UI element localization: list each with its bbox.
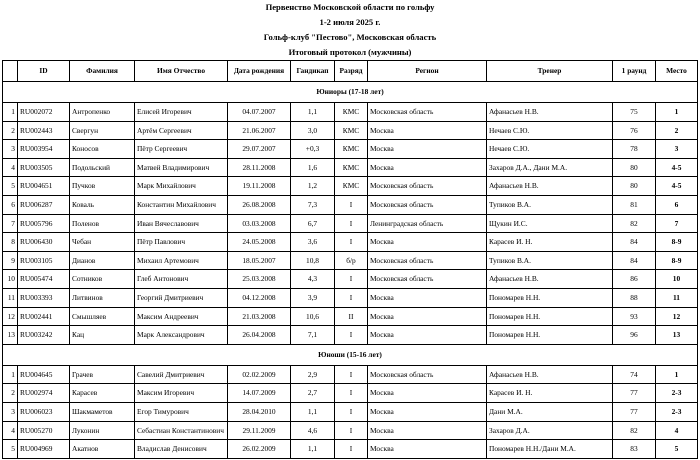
- table-row: [3, 270, 698, 289]
- round1-score: 74: [613, 365, 656, 384]
- coach: Нечаев С.Ю.: [487, 121, 613, 140]
- birth-date: 25.03.2008: [228, 270, 291, 289]
- table-row: [3, 103, 698, 122]
- handicap: 3,6: [291, 233, 335, 252]
- player-name: Матвей Владимирович: [135, 158, 228, 177]
- region: Московская область: [368, 195, 487, 214]
- player-surname: Карасев: [70, 384, 135, 403]
- region: Московская область: [368, 177, 487, 196]
- row-number: 13: [3, 326, 18, 345]
- coach: Афанасьев Н.В.: [487, 103, 613, 122]
- table-row: [3, 421, 698, 440]
- place: 1: [656, 365, 698, 384]
- player-name: Глеб Антонович: [135, 270, 228, 289]
- player-surname: Дианов: [70, 251, 135, 270]
- table-row: [3, 177, 698, 196]
- round1-score: 81: [613, 195, 656, 214]
- section-title: Юниоры (17-18 лет): [3, 82, 698, 103]
- player-id: RU002441: [18, 307, 70, 326]
- document-header: [0, 0, 700, 60]
- col-header-name: Имя Отчество: [135, 61, 228, 82]
- place: 4-5: [656, 158, 698, 177]
- player-surname: Смышляев: [70, 307, 135, 326]
- birth-date: 26.04.2008: [228, 326, 291, 345]
- handicap: 7,1: [291, 326, 335, 345]
- table-row: [3, 214, 698, 233]
- row-number: 1: [3, 365, 18, 384]
- handicap: 1,1: [291, 440, 335, 459]
- round1-score: 88: [613, 288, 656, 307]
- birth-date: 26.08.2008: [228, 195, 291, 214]
- coach: Пономарев Н.Н.: [487, 326, 613, 345]
- region: Москва: [368, 384, 487, 403]
- table-row: [3, 288, 698, 307]
- coach: Щукин И.С.: [487, 214, 613, 233]
- player-surname: Свергун: [70, 121, 135, 140]
- birth-date: 29.07.2007: [228, 140, 291, 159]
- round1-score: 76: [613, 121, 656, 140]
- player-surname: Коносов: [70, 140, 135, 159]
- place: 3: [656, 140, 698, 159]
- handicap: 3,0: [291, 121, 335, 140]
- table-row: [3, 195, 698, 214]
- birth-date: 14.07.2009: [228, 384, 291, 403]
- player-id: RU004969: [18, 440, 70, 459]
- region: Московская область: [368, 365, 487, 384]
- coach: Тупиков В.А.: [487, 195, 613, 214]
- row-number: 3: [3, 140, 18, 159]
- player-surname: Литвинов: [70, 288, 135, 307]
- coach: Нечаев С.Ю.: [487, 140, 613, 159]
- handicap: 10,8: [291, 251, 335, 270]
- section-row: [3, 82, 698, 103]
- place: 13: [656, 326, 698, 345]
- birth-date: 24.05.2008: [228, 233, 291, 252]
- player-id: RU004651: [18, 177, 70, 196]
- row-number: 2: [3, 121, 18, 140]
- player-id: RU006023: [18, 402, 70, 421]
- player-id: RU005270: [18, 421, 70, 440]
- round1-score: 84: [613, 251, 656, 270]
- place: 1: [656, 103, 698, 122]
- player-name: Савелий Дмитриевич: [135, 365, 228, 384]
- table-row: [3, 365, 698, 384]
- place: 4-5: [656, 177, 698, 196]
- region: Московская область: [368, 270, 487, 289]
- player-id: RU002072: [18, 103, 70, 122]
- player-surname: Луконин: [70, 421, 135, 440]
- col-header-place: Место: [656, 61, 698, 82]
- row-number: 10: [3, 270, 18, 289]
- table-row: [3, 233, 698, 252]
- row-number: 4: [3, 421, 18, 440]
- row-number: 11: [3, 288, 18, 307]
- rank: КМС: [335, 177, 368, 196]
- player-name: Константин Михайлович: [135, 195, 228, 214]
- coach: Пономарев Н.Н.: [487, 307, 613, 326]
- row-number: 12: [3, 307, 18, 326]
- competition-title: Первенство Московской области по гольфу: [265, 2, 435, 12]
- col-header-rank: Разряд: [335, 61, 368, 82]
- handicap: 4,6: [291, 421, 335, 440]
- player-surname: Антропенко: [70, 103, 135, 122]
- place: 4: [656, 421, 698, 440]
- player-name: Елисей Игоревич: [135, 103, 228, 122]
- col-header-handicap: Гандикап: [291, 61, 335, 82]
- region: Москва: [368, 326, 487, 345]
- round1-score: 83: [613, 440, 656, 459]
- row-number: 4: [3, 158, 18, 177]
- place: 8-9: [656, 251, 698, 270]
- col-header-surname: Фамилия: [70, 61, 135, 82]
- rank: КМС: [335, 158, 368, 177]
- coach: Афанасьев Н.В.: [487, 365, 613, 384]
- protocol-title: Итоговый протокол (мужчины): [288, 47, 412, 57]
- coach: Карасев И. Н.: [487, 384, 613, 403]
- player-surname: Чебан: [70, 233, 135, 252]
- results-table: [2, 60, 698, 459]
- col-header-coach: Тренер: [487, 61, 613, 82]
- round1-score: 84: [613, 233, 656, 252]
- row-number: 5: [3, 177, 18, 196]
- rank: I: [335, 270, 368, 289]
- table-row: [3, 251, 698, 270]
- region: Москва: [368, 121, 487, 140]
- place: 2: [656, 121, 698, 140]
- place: 2-3: [656, 402, 698, 421]
- round1-score: 86: [613, 270, 656, 289]
- player-surname: Шакмаметов: [70, 402, 135, 421]
- row-number: 8: [3, 233, 18, 252]
- player-id: RU006287: [18, 195, 70, 214]
- table-row: [3, 440, 698, 459]
- row-number: 7: [3, 214, 18, 233]
- round1-score: 78: [613, 140, 656, 159]
- region: Москва: [368, 140, 487, 159]
- player-id: RU005474: [18, 270, 70, 289]
- handicap: 3,9: [291, 288, 335, 307]
- competition-venue: Гольф-клуб "Пестово", Московская область: [263, 32, 437, 42]
- results-body: [3, 82, 698, 459]
- coach: Пономарев Н.Н.: [487, 288, 613, 307]
- player-surname: Грачев: [70, 365, 135, 384]
- player-id: RU003954: [18, 140, 70, 159]
- player-name: Егор Тимурович: [135, 402, 228, 421]
- coach: Афанасьев Н.В.: [487, 270, 613, 289]
- round1-score: 96: [613, 326, 656, 345]
- birth-date: 21.03.2008: [228, 307, 291, 326]
- table-row: [3, 326, 698, 345]
- col-header-number: [3, 61, 18, 82]
- handicap: 10,6: [291, 307, 335, 326]
- birth-date: 02.02.2009: [228, 365, 291, 384]
- rank: I: [335, 384, 368, 403]
- handicap: +0,3: [291, 140, 335, 159]
- place: 5: [656, 440, 698, 459]
- handicap: 1,1: [291, 402, 335, 421]
- table-row: [3, 384, 698, 403]
- region: Московская область: [368, 251, 487, 270]
- coach: Карасев И. Н.: [487, 233, 613, 252]
- player-name: Артём Сергеевич: [135, 121, 228, 140]
- player-id: RU002974: [18, 384, 70, 403]
- place: 6: [656, 195, 698, 214]
- round1-score: 93: [613, 307, 656, 326]
- region: Москва: [368, 402, 487, 421]
- player-id: RU004645: [18, 365, 70, 384]
- birth-date: 26.02.2009: [228, 440, 291, 459]
- col-header-region: Регион: [368, 61, 487, 82]
- rank: КМС: [335, 121, 368, 140]
- region: Москва: [368, 440, 487, 459]
- rank: I: [335, 195, 368, 214]
- player-surname: Пучков: [70, 177, 135, 196]
- player-surname: Коваль: [70, 195, 135, 214]
- col-header-round1: 1 раунд: [613, 61, 656, 82]
- rank: I: [335, 288, 368, 307]
- handicap: 2,9: [291, 365, 335, 384]
- round1-score: 75: [613, 103, 656, 122]
- table-row: [3, 121, 698, 140]
- handicap: 1,1: [291, 103, 335, 122]
- rank: II: [335, 307, 368, 326]
- birth-date: 04.12.2008: [228, 288, 291, 307]
- region: Москва: [368, 288, 487, 307]
- place: 7: [656, 214, 698, 233]
- coach: Тупиков В.А.: [487, 251, 613, 270]
- player-id: RU003105: [18, 251, 70, 270]
- region: Московская область: [368, 103, 487, 122]
- player-name: Себастиан Константинович: [135, 421, 228, 440]
- player-surname: Акатнов: [70, 440, 135, 459]
- round1-score: 82: [613, 214, 656, 233]
- competition-dates: 1-2 июля 2025 г.: [319, 17, 381, 27]
- table-header-row: [3, 61, 698, 82]
- rank: I: [335, 421, 368, 440]
- section-title: Юноши (15-16 лет): [3, 344, 698, 365]
- table-row: [3, 140, 698, 159]
- rank: I: [335, 233, 368, 252]
- region: Москва: [368, 421, 487, 440]
- region: Москва: [368, 307, 487, 326]
- player-id: RU003393: [18, 288, 70, 307]
- rank: I: [335, 214, 368, 233]
- handicap: 6,7: [291, 214, 335, 233]
- player-name: Пётр Павлович: [135, 233, 228, 252]
- player-name: Михаил Артемович: [135, 251, 228, 270]
- round1-score: 77: [613, 402, 656, 421]
- row-number: 9: [3, 251, 18, 270]
- handicap: 4,3: [291, 270, 335, 289]
- coach: Афанасьев Н.В.: [487, 177, 613, 196]
- row-number: 1: [3, 103, 18, 122]
- birth-date: 03.03.2008: [228, 214, 291, 233]
- handicap: 7,3: [291, 195, 335, 214]
- round1-score: 82: [613, 421, 656, 440]
- rank: I: [335, 365, 368, 384]
- row-number: 5: [3, 440, 18, 459]
- col-header-id: ID: [18, 61, 70, 82]
- player-surname: Кац: [70, 326, 135, 345]
- player-name: Марк Михайлович: [135, 177, 228, 196]
- birth-date: 28.11.2008: [228, 158, 291, 177]
- rank: КМС: [335, 140, 368, 159]
- table-row: [3, 158, 698, 177]
- handicap: 2,7: [291, 384, 335, 403]
- region: Ленинградская область: [368, 214, 487, 233]
- place: 11: [656, 288, 698, 307]
- handicap: 1,6: [291, 158, 335, 177]
- player-id: RU006430: [18, 233, 70, 252]
- player-name: Марк Александрович: [135, 326, 228, 345]
- section-row: [3, 344, 698, 365]
- player-name: Владислав Денисович: [135, 440, 228, 459]
- player-name: Иван Вячеславович: [135, 214, 228, 233]
- row-number: 3: [3, 402, 18, 421]
- coach: Захаров Д.А., Дани М.А.: [487, 158, 613, 177]
- coach: Пономарев Н.Н./Дани М.А.: [487, 440, 613, 459]
- coach: Захаров Д.А.: [487, 421, 613, 440]
- rank: I: [335, 326, 368, 345]
- rank: I: [335, 402, 368, 421]
- birth-date: 29.11.2009: [228, 421, 291, 440]
- row-number: 2: [3, 384, 18, 403]
- rank: б/р: [335, 251, 368, 270]
- round1-score: 80: [613, 158, 656, 177]
- place: 10: [656, 270, 698, 289]
- player-surname: Поленов: [70, 214, 135, 233]
- handicap: 1,2: [291, 177, 335, 196]
- region: Москва: [368, 158, 487, 177]
- player-surname: Подольский: [70, 158, 135, 177]
- birth-date: 19.11.2008: [228, 177, 291, 196]
- player-id: RU003505: [18, 158, 70, 177]
- player-id: RU002443: [18, 121, 70, 140]
- birth-date: 21.06.2007: [228, 121, 291, 140]
- col-header-birthdate: Дата рождения: [228, 61, 291, 82]
- player-name: Георгий Дмитриевич: [135, 288, 228, 307]
- place: 12: [656, 307, 698, 326]
- player-name: Пётр Сергеевич: [135, 140, 228, 159]
- player-id: RU005796: [18, 214, 70, 233]
- table-row: [3, 402, 698, 421]
- player-name: Максим Игоревич: [135, 384, 228, 403]
- player-id: RU003242: [18, 326, 70, 345]
- table-row: [3, 307, 698, 326]
- place: 2-3: [656, 384, 698, 403]
- round1-score: 77: [613, 384, 656, 403]
- birth-date: 28.04.2010: [228, 402, 291, 421]
- rank: КМС: [335, 103, 368, 122]
- coach: Дани М.А.: [487, 402, 613, 421]
- birth-date: 04.07.2007: [228, 103, 291, 122]
- place: 8-9: [656, 233, 698, 252]
- birth-date: 18.05.2007: [228, 251, 291, 270]
- player-name: Максим Андреевич: [135, 307, 228, 326]
- round1-score: 80: [613, 177, 656, 196]
- row-number: 6: [3, 195, 18, 214]
- player-surname: Сотников: [70, 270, 135, 289]
- region: Москва: [368, 233, 487, 252]
- rank: I: [335, 440, 368, 459]
